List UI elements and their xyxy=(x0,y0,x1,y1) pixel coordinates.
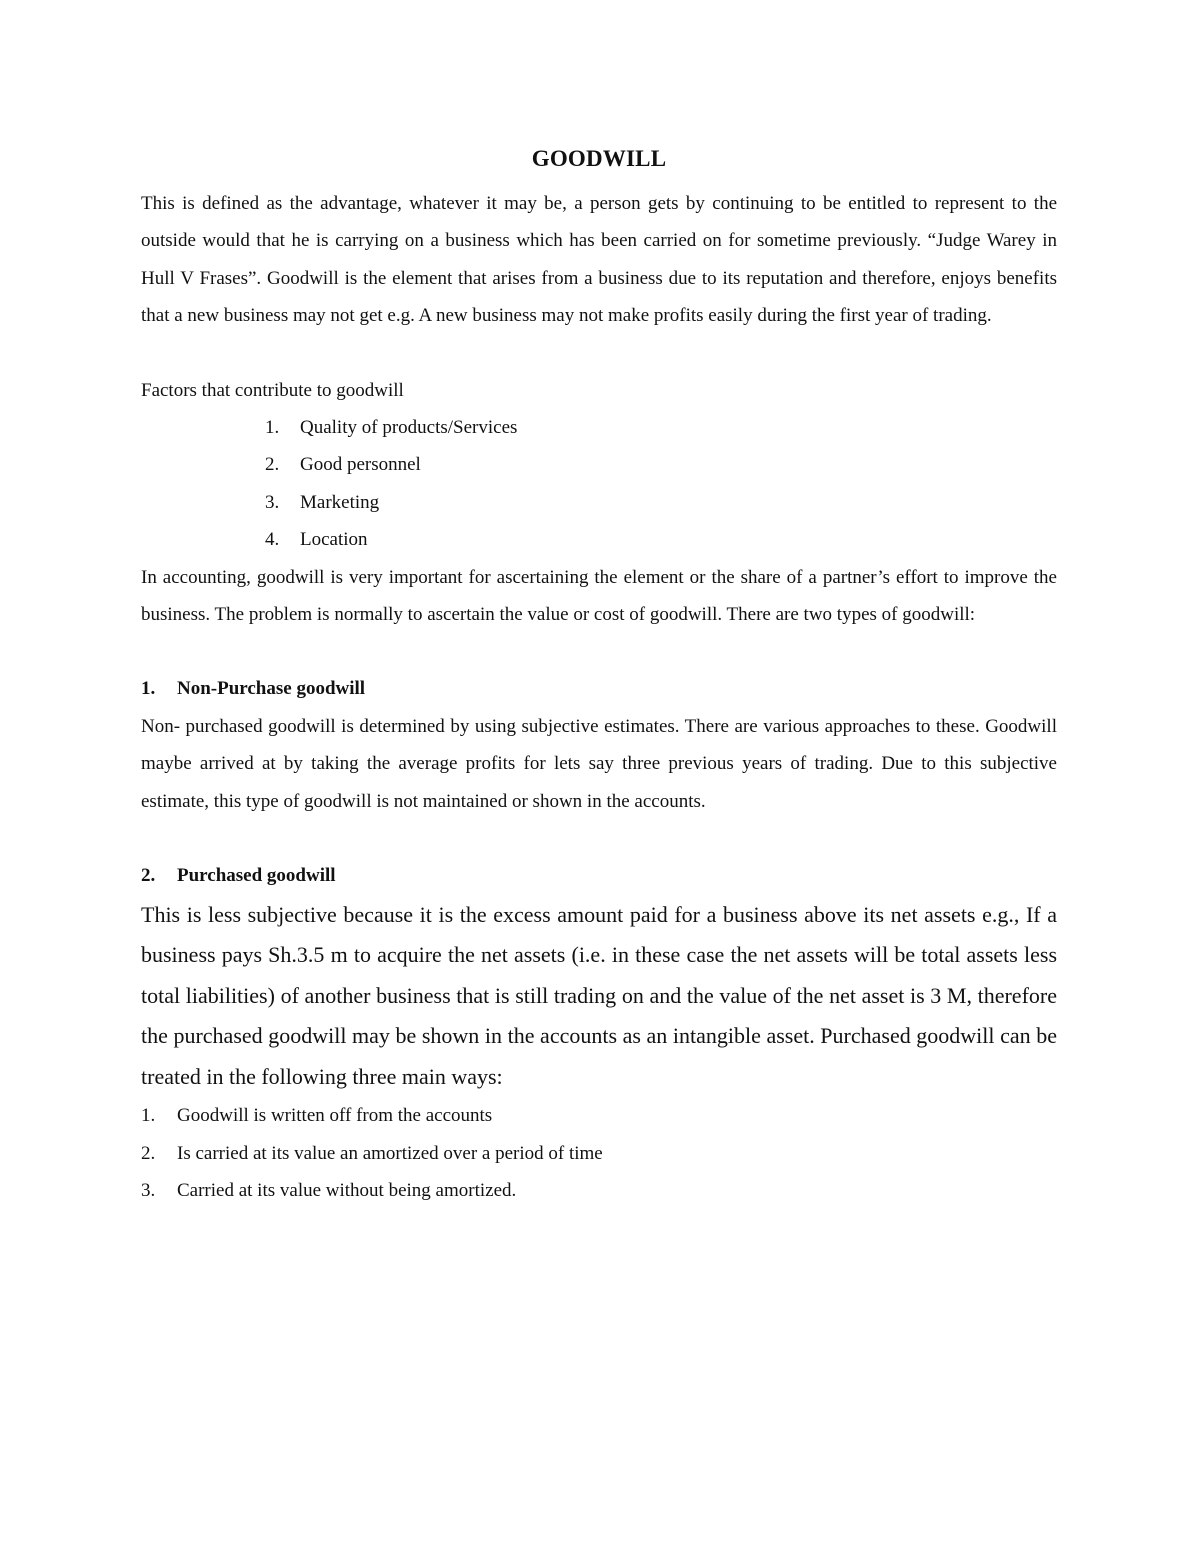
accounting-paragraph: In accounting, goodwill is very important for ascertaining the element or the share of a partner’s effort to improve the business. The problem is normally to ascertain the value or cost of goodwill. There are two types of goodwill: xyxy=(141,566,1057,626)
page-title: GOODWILL xyxy=(531,146,667,171)
list-item-text: Goodwill is written off from the accounts xyxy=(177,1105,493,1127)
section-number: 2. xyxy=(141,865,156,887)
list-item-text: Is carried at its value an amortized over a period of time xyxy=(177,1142,603,1164)
non-purchase-heading xyxy=(141,670,1057,707)
list-item xyxy=(265,484,1057,521)
non-purchase-paragraph: Non- purchased goodwill is determined by using subjective estimates. There are various approaches to these. Goodwill maybe arrived at by taking the average profits for lets say three previous years of trading. Due to this subjective estimate, this type of goodwill is not maintained or shown in the accounts. xyxy=(141,715,1057,812)
list-item-number: 2. xyxy=(265,454,280,476)
list-item xyxy=(265,409,1057,446)
purchased-paragraph: This is less subjective because it is the excess amount paid for a business above its net assets e.g., If a business pays Sh.3.5 m to acquire the net assets (i.e. in these case the net assets will be total assets less total liabilities) of another business that is still trading on and the value of the net asset is 3 M, therefore the purchased goodwill may be shown in the accounts as an intangible asset. Purchased goodwill can be treated in the following three main ways: xyxy=(141,901,1057,1089)
purchased-heading xyxy=(141,857,1057,894)
factors-heading: Factors that contribute to goodwill xyxy=(141,379,404,401)
section-title: Purchased goodwill xyxy=(177,865,336,887)
list-item-number: 1. xyxy=(265,417,280,439)
list-item-text: Good personnel xyxy=(300,454,421,476)
list-item-text: Marketing xyxy=(300,491,380,513)
list-item-text: Location xyxy=(300,529,368,551)
list-item xyxy=(141,1172,1057,1209)
list-item-number: 1. xyxy=(141,1105,156,1127)
list-item-number: 2. xyxy=(141,1142,156,1164)
list-item-text: Carried at its value without being amortized. xyxy=(177,1180,517,1202)
list-item xyxy=(141,1135,1057,1172)
list-item-number: 3. xyxy=(265,491,280,513)
section-title: Non-Purchase goodwill xyxy=(177,678,366,700)
list-item-number: 3. xyxy=(141,1180,156,1202)
factors-list xyxy=(141,409,1057,559)
treatment-list xyxy=(141,1097,1057,1209)
list-item xyxy=(265,521,1057,558)
section-number: 1. xyxy=(141,678,156,700)
list-item xyxy=(141,1097,1057,1134)
intro-paragraph: This is defined as the advantage, whatever it may be, a person gets by continuing to be entitled to represent to the outside would that he is carrying on a business which has been carried on for sometime previously. “Judge Warey in Hull V Frases”. Goodwill is the element that arises from a business due to its reputation and therefore, enjoys benefits that a new business may not get e.g. A new business may not make profits easily during the first year of trading. xyxy=(141,193,1057,327)
list-item xyxy=(265,446,1057,483)
list-item-number: 4. xyxy=(265,529,280,551)
list-item-text: Quality of products/Services xyxy=(300,417,518,439)
